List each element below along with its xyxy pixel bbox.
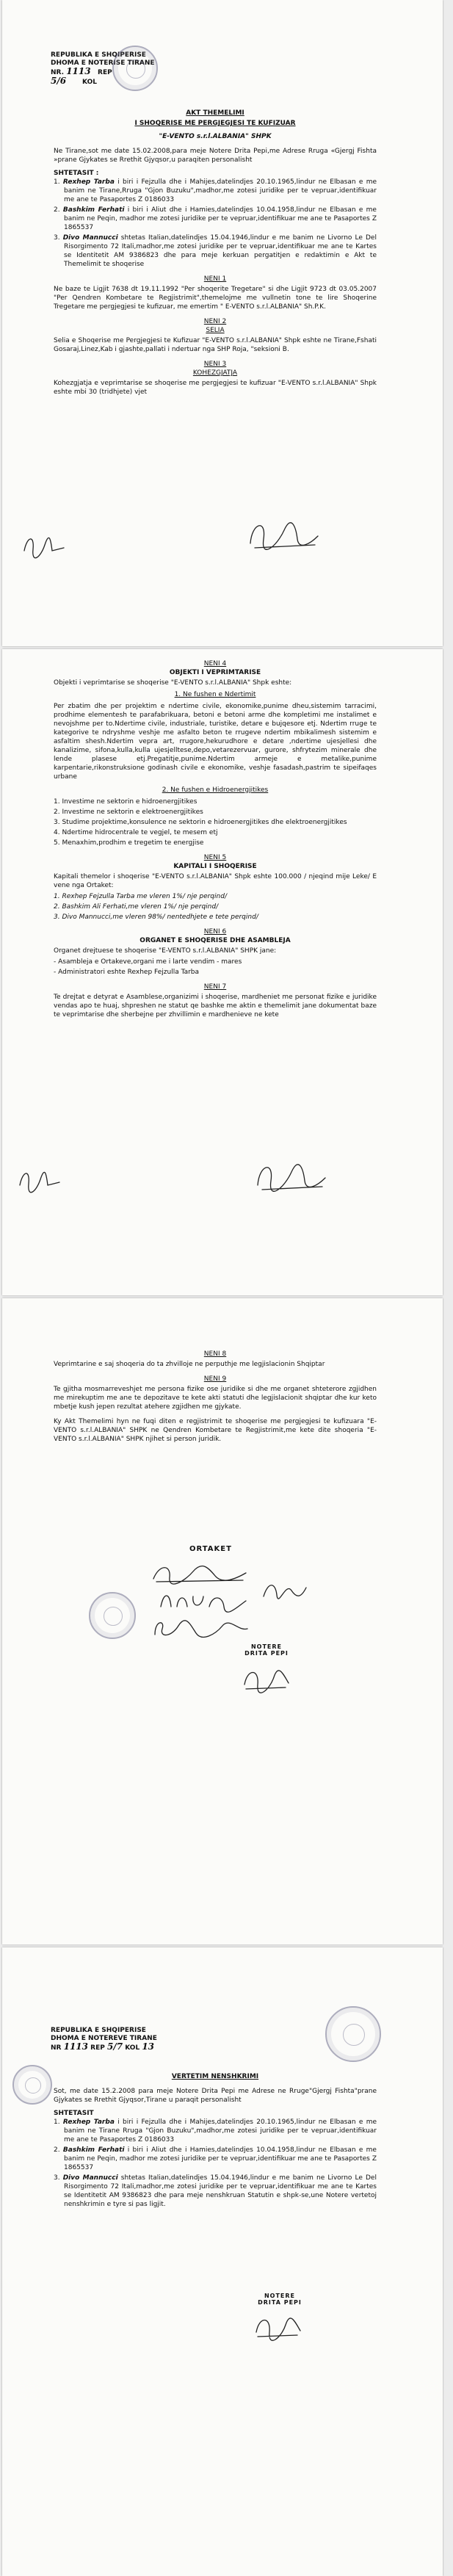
capital-list [54,892,377,922]
article-1-text: Ne baze te Ligjit 7638 dt 19.11.1992 "Per shoqerite Tregetare" si dhe Ligjit 9723 dt 03.05.2007 "Per Qendren Kombetare te Regjistrimit",themelojme me vullnetin tone te lire Shoqerine Tregetare me pergjegjesi te kufizuar, me emertim " E-VENTO s.r.l.ALBANIA" Sh.P.K. [54,286,377,311]
final-clause: Ky Akt Themelimi hyn ne fuqi diten e regjistrimit te shoqerise me pergjegjesi te kufizuara "E-VENTO s.r.l.ALBANIA" SHPK ne Qendren Kombetare te Regjistrimit,me kete dite shoqeria "E-VENTO s.r.l.ALBANIA" SHPK njihet si person juridik. [54,1418,377,1443]
person-item: 2. Bashkim Ferhati i biri i Aliut dhe i Hamies,datelindjes 10.04.1958,lindur ne Elbasan e me banim ne Peqin, madhor me zotesi juridike per te vepruar,identifikuar me ane te Pasaportes Z 1865537 [54,206,377,231]
construction-text: Per zbatim dhe per projektim e ndertime civile, ekonomike,punime dheu,sistemim tarracimi, prodhime elementesh te parafabrikuara, betoni e betoni arme dhe kompletimi me instalimet e nevojshme per to.Ndertime civile, industriale, turistike, detare e bujqesore etj. Ndertim rruge te kategorive te ndryshme veshje me asfalto beton te rrugeve ndertim mbikalimesh sistemim e asfaltim shesh.Ndertim vepra art, rrugore,hekurudhore e detare ,ndertime ujesjellesi dhe kanalizime, sifona,kulla,kulla ujesjelltese,depo,vetarezervuar, gurore, shfrytezim minerale dhe lende plasese etj.Pregatitje,punime.Ndertim armeje e metalike,punime karpentarie,rikonstruksione godinash civile e ekonomike, veshje fasadash,pastrim te sipeifaqes urbane [54,703,377,781]
notary-signature [237,1663,296,1699]
article-2-title: NENI 2 [203,318,227,325]
notary-title: NOTERE [250,1643,283,1650]
article-3-text: Kohezgjatja e veprimtarise se shoqerise me pergjegjesi te kufizuar "E-VENTO s.r.l.ALBANIA" Shpk eshte mbi 30 (tridhjete) vjet [54,380,377,396]
certification-intro: Sot, me date 15.2.2008 para meje Notere Drita Pepi me Adrese ne Rruge"Gjergj Fishta"prane Gjykates se Rrethit Gjyqsor,Tirane u paraqit personalisht [54,2088,377,2104]
article-7-title: NENI 7 [203,983,227,991]
article-5-intro: Kapitali themelor i shoqerise "E-VENTO s.r.l.ALBANIA" Shpk eshte 100.000 / njeqind mije Leke/ E vene nga Ortaket: [54,873,377,889]
article-8-title: NENI 8 [203,1350,227,1358]
article-4-title: NENI 4 [203,660,227,667]
header-republic: REPUBLIKA E SHQIPERISE [51,51,146,59]
person-item: 1. Rexhep Tarba i biri i Fejzulla dhe i Mahijes,datelindjes 20.10.1965,lindur ne Elbasan e me banim ne Tirane,Rruga "Gjon Buzuku",madhor,me zotesi juridike per te vepruar,identifikuar me ane te Pasaportes Z 0186033 [54,178,377,203]
company-name: "E-VENTO s.r.l.ALBANIA" SHPK [159,133,272,140]
signature-right [252,1156,333,1200]
document-page-4 [2,1947,443,2576]
deed-subtitle: I SHOQERISE ME PERGJEGJESI TE KUFIZUAR [134,120,296,127]
header-rep-label: REP [98,69,112,76]
shtetasit-label: SHTETASIT [54,2110,94,2117]
subsection-construction: 1. Ne fushen e Ndertimit [174,691,256,698]
document-page-2 [2,649,443,1295]
notary-stamp [89,1592,136,1639]
organs-list [54,958,377,977]
notary-title: NOTERE [264,2293,296,2299]
article-6-heading: ORGANET E SHOQERISE DHE ASAMBLEJA [139,937,291,944]
header-chamber: DHOMA E NOTERISE TIRANE [51,59,155,67]
header-chamber: DHOMA E NOTEREVE TIRANE [51,2035,157,2042]
person-item: 1. Rexhep Tarba i biri i Fejzulla dhe i Mahijes,datelindjes 20.10.1965,lindur ne Elbasan e me banim ne Tirane Rruga "Gjon Buzuku",madhor,me zotesi juridike per te vepruar,identifikuar me ane te Pasaportes Z 0186033 [54,2119,377,2143]
notary-header: REPUBLIKA E SHQIPERISE DHOMA E NOTEREVE TIRANE NR 1113 REP 5/7 KOL 13 [51,2027,157,2052]
notary-header: REPUBLIKA E SHQIPERISE DHOMA E NOTERISE TIRANE NR. 1113 REP 5/6 KOL [51,51,155,86]
article-7-text: Te drejtat e detyrat e Asamblese,organizimi i shoqerise, mardheniet me personat fizike e juridike vendas apo te huaj, shpreshen ne statut qe bashke me aktin e themelimit jane dokumentat baze te veprimtarise dhe sherbejne per zhvillimin e mardhenieve ne kete [54,994,377,1019]
list-item: 1. Rexhep Fejzulla Tarba me vleren 1%/ nje perqind/ [54,893,227,900]
article-6-intro: Organet drejtuese te shoqerise "E-VENTO s.r.l.ALBANIA" SHPK jane: [54,947,277,955]
partner-signature-mannucci [156,1586,252,1616]
intro-paragraph: Ne Tirane,sot me date 15.02.2008,para meje Notere Drita Pepi,me Adrese Rruga «Gjergj Fishta »prane Gjykates se Rrethit Gjyqsor,u paraqiten personalisht [54,148,377,164]
certification-title: VERTETIM NENSHKRIMI [171,2073,259,2080]
article-3-heading: KOHEZGJATJA [192,369,238,377]
list-item: 3. Studime projektime,konsulence ne sektorin e hidroenergjitikes dhe elektroenergjitikes [54,819,347,826]
persons-list [54,178,377,269]
article-4-heading: OBJEKTI I VEPRIMTARISE [169,669,261,676]
signature-right [244,514,325,558]
notary-name: DRITA PEPI [258,2299,302,2306]
signature-initials [259,1574,311,1604]
subsection-hydro: 2. Ne fushen e Hidroenergjitikes [162,786,269,794]
hydro-list [54,797,377,847]
notary-stamp [112,46,158,91]
header-kol-label: KOL [82,79,97,86]
person-item: 2. Bashkim Ferhati i biri i Aliut dhe i Hamies,datelindjes 10.04.1958,lindur ne Elbasan e me banim ne Peqin, madhor me zotesi juridike per te vepruar,identifikuar me ane te Pasaportes Z 1865537 [54,2146,377,2171]
article-3-title: NENI 3 [203,361,227,368]
article-6-title: NENI 6 [203,928,227,936]
signature-left [14,1163,65,1200]
article-5-heading: KAPITALI I SHOQERISE [173,863,257,870]
persons-list [54,2118,377,2209]
header-republic: REPUBLIKA E SHQIPERISE [51,2027,146,2034]
article-9-title: NENI 9 [203,1375,227,1383]
header-rep-label: REP [90,2044,105,2052]
article-9-text: Te gjitha mosmarreveshjet me persona fizike ose juridike si dhe me organet shteterore zgjidhen me mirekuptim me ane te depozitave te kete akti statuti dhe legjislacionit shqiptar dhe kur keto mbetje kush jepen rezultat atehere zgjidhen me gjykate. [54,1386,377,1411]
document-page-1 [2,0,443,646]
partners-label: ORTAKET [189,1545,232,1553]
article-8-text: Veprimtarine e saj shoqeria do ta zhvilloje ne perputhje me legjislacionin Shqiptar [54,1361,325,1368]
document-page-3 [2,1298,443,1944]
article-2-heading: SELIA [206,327,225,334]
list-item: - Asambleja e Ortakeve,organi me i larte vendim - mares [54,958,242,966]
person-item: 3. Divo Mannucci shtetas Italian,datelindjes 15.04.1946,lindur e me banim ne Livorno Le Del Risorgimento 72 Itali,madhor,me zotesi juridike per te vepruar,identifikuar me ane te Kartes se Identitetit AM 9386823 dhe para meje kerkuan pergatitjen e redaktimin e Akt te Themelimit te shoqerise [54,234,377,268]
list-item: 2. Bashkim Ali Ferhati,me vleren 1%/ nje perqind/ [54,903,219,911]
notary-signature [249,2310,308,2347]
notary-name: DRITA PEPI [244,1650,289,1657]
person-item: 3. Divo Mannucci shtetas Italian,datelindjes 15.04.1946,lindur e me banim ne Livorno Le Del Risorgimento 72 Itali,madhor,me zotesi juridike per te vepruar,identifikuar me ane te Kartes se Identitetit AM 9386823 dhe para meje nenshkruan Statutin e shpk-se,une Notere vertetoj nenshkrimin e tyre si pas ligjit. [54,2174,377,2208]
partner-signature-tarba [149,1560,252,1586]
article-2-text: Selia e Shoqerise me Pergjegjesi te Kufizuar "E-VENTO s.r.l.ALBANIA" Shpk eshte ne Tirane,Fshati Gosaraj,Linez,Kab i gjashte,pallati i ndertuar nga SHP Roja, "seksioni B. [54,337,377,353]
article-4-intro: Objekti i veprimtarise se shoqerise "E-VENTO s.r.l.ALBANIA" Shpk eshte: [54,679,292,687]
list-item: 4. Ndertime hidrocentrale te vegjel, te mesem etj [54,829,218,836]
partner-signature-ferhati [149,1616,252,1640]
signature-left [18,529,70,565]
list-item: 5. Menaxhim,prodhim e tregetim te energjise [54,839,204,847]
list-item: 1. Investime ne sektorin e hidroenergjitikes [54,798,197,806]
notary-stamp-left [12,2065,52,2105]
list-item: 3. Divo Mannucci,me vleren 98%/ nentedhjete e tete perqind/ [54,913,258,921]
list-item: - Administratori eshte Rexhep Fejzulla Tarba [54,969,200,976]
deed-title: AKT THEMELIMI [186,109,244,117]
header-nr-label: NR [51,2044,62,2052]
header-kol-label: KOL [125,2044,140,2052]
article-5-title: NENI 5 [203,854,227,861]
notary-stamp [325,2006,381,2062]
shtetasit-label: SHTETASIT : [54,170,99,177]
article-1-title: NENI 1 [203,275,227,283]
header-nr-label: NR. [51,69,65,76]
list-item: 2. Investime ne sektorin e elektroenergjitikes [54,808,203,816]
